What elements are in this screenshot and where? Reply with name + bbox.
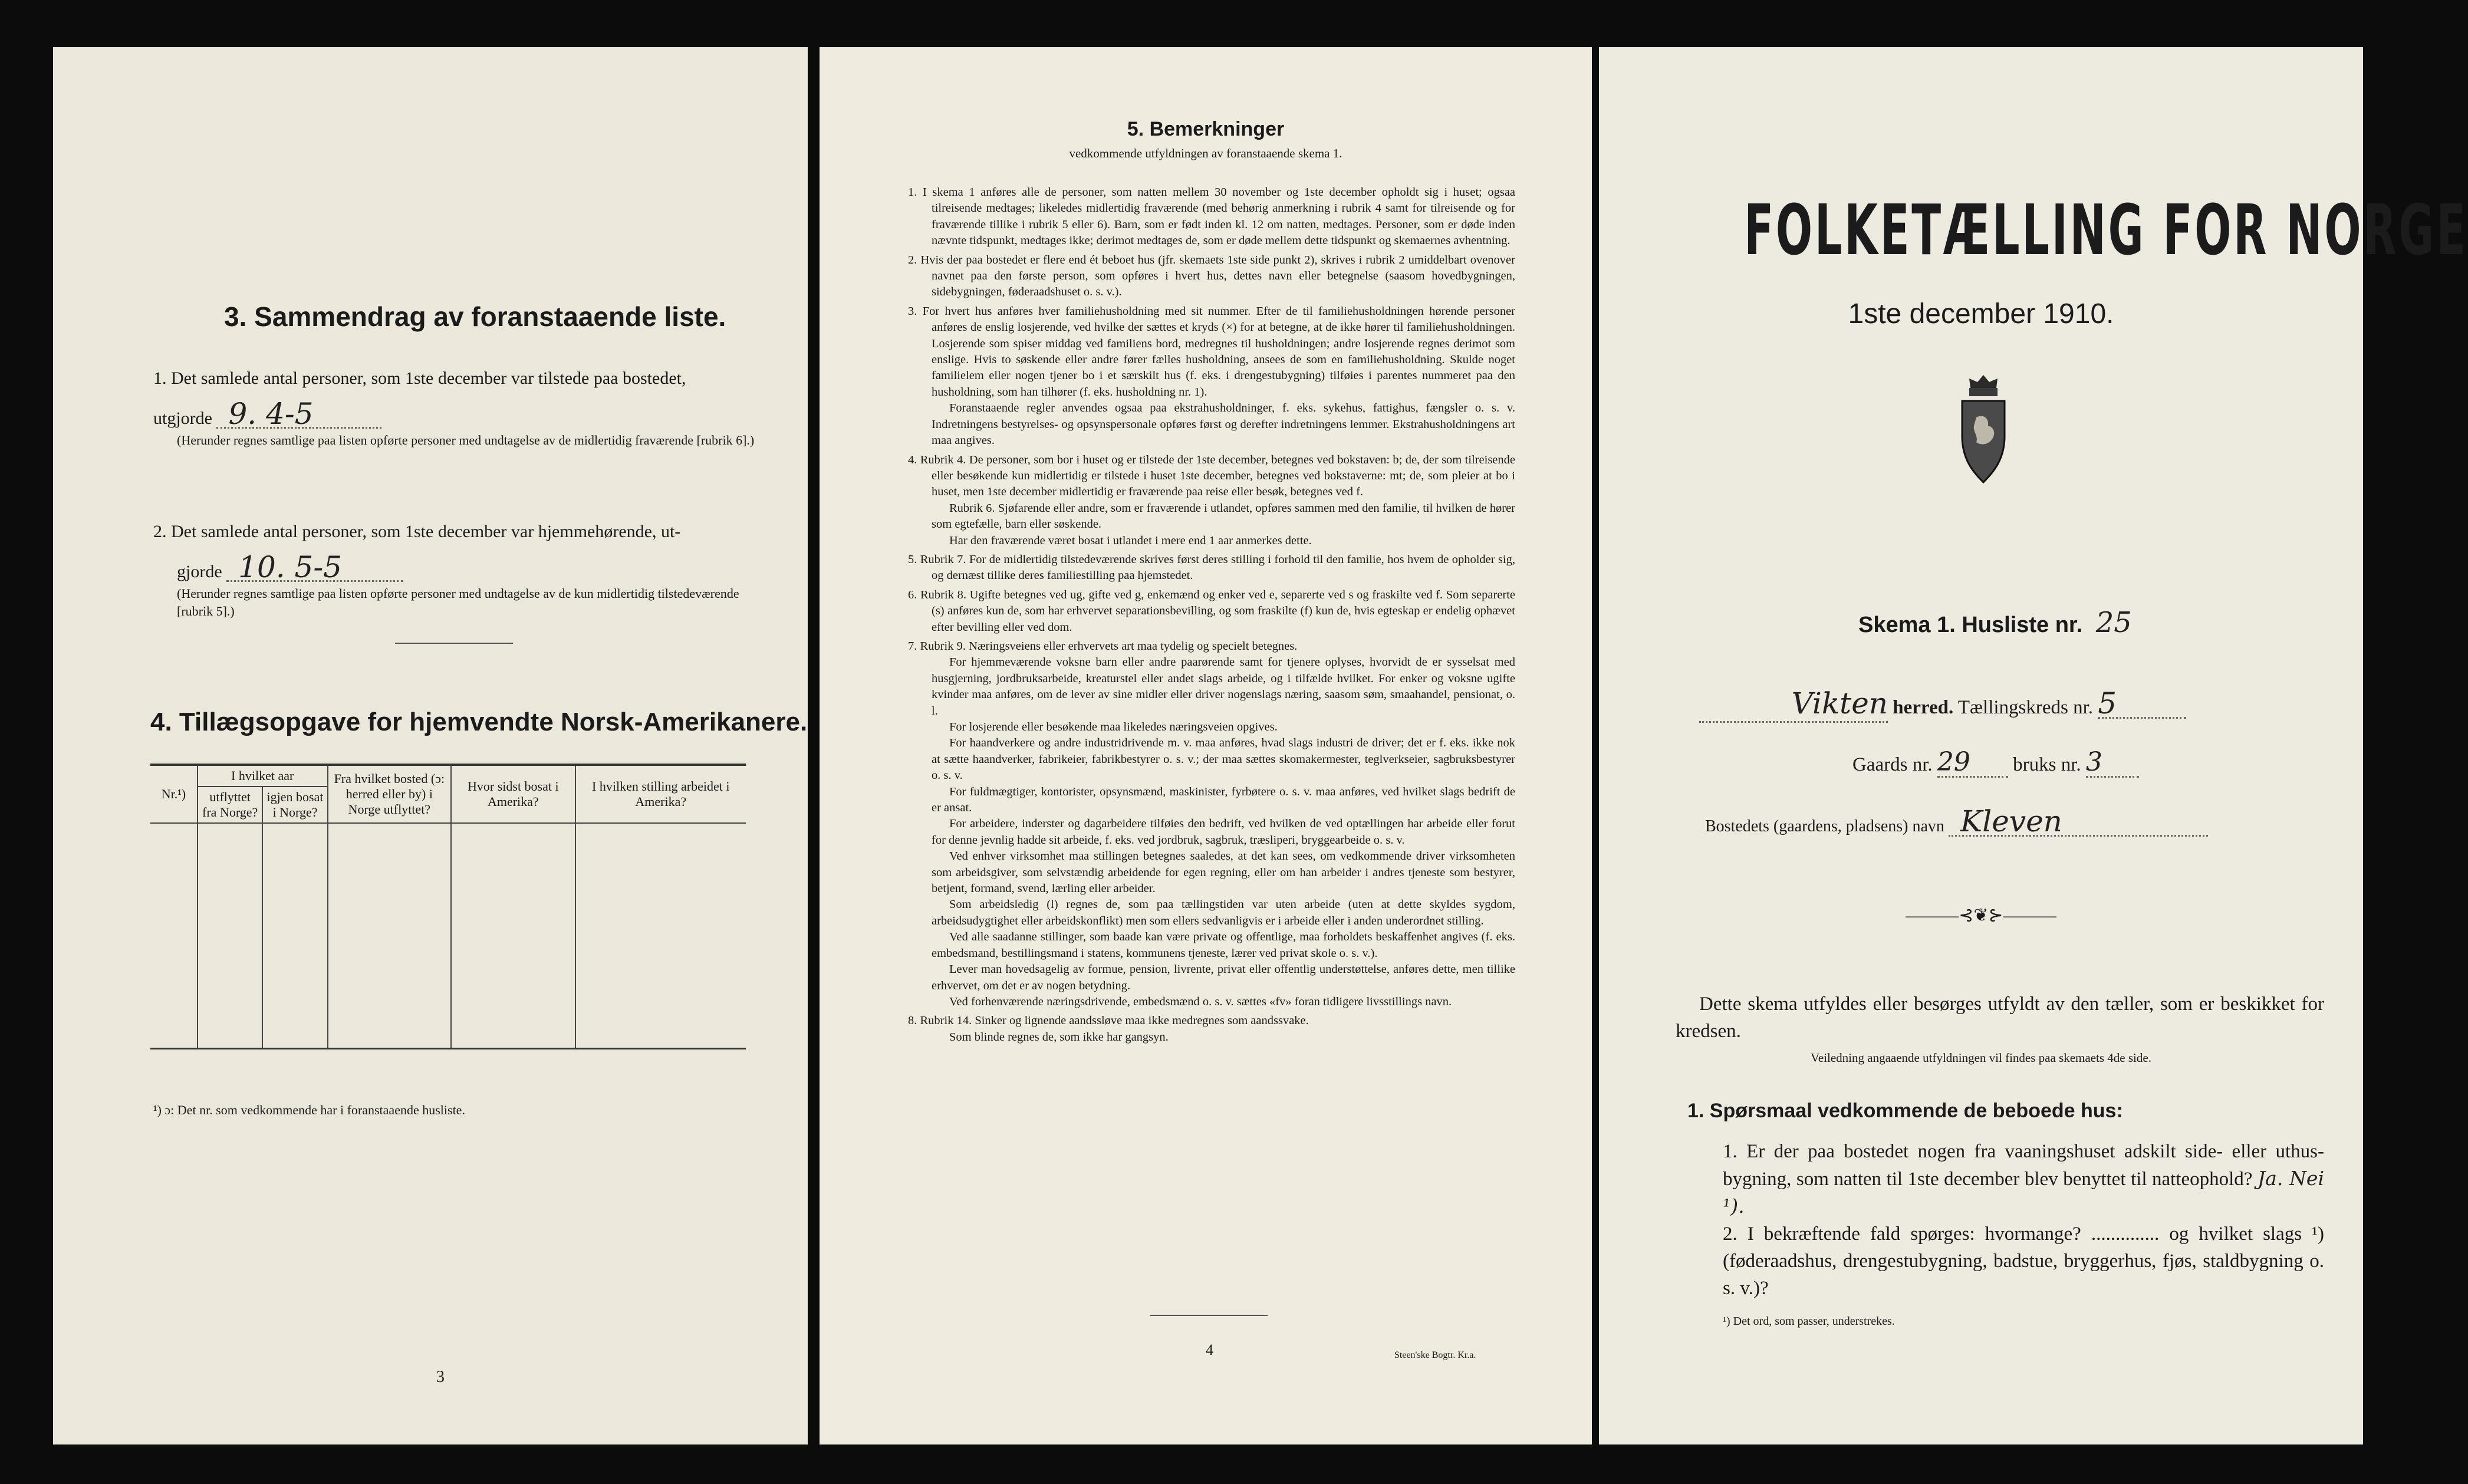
herred-line bbox=[1699, 686, 2318, 723]
divider bbox=[395, 643, 513, 644]
page-number: 4 bbox=[1206, 1341, 1213, 1358]
bemerkning-item: Rubrik 6. Sjøfarende eller andre, som er fraværende i utlandet, opføres sammen med den familie, til hvilken de hører som egtefælle, barn eller søskende. bbox=[932, 501, 1515, 531]
q1-title: 1. Spørsmaal vedkommende de beboede hus: bbox=[1687, 1100, 2123, 1122]
item1-prefix: utgjorde bbox=[153, 409, 212, 428]
bemerkning-item: 1. I skema 1 anføres alle de personer, som natten mellem 30 november og 1ste december opholdt sig i huset; ogsaa tilreisende medtages; likeledes midlertidig fraværende (med behørig anmerkning i rubrik 4 samt for tilreisende og for fraværende tillike i rubrik 5 eller 6). Barn, som er født inden kl. 12 om natten, medtages. Personer, som er døde inden nævnte tidspunkt, medtages ikke; derimot medtages de, som er døde mellem dette tidspunkt og skemaernes avhentning. bbox=[908, 186, 1515, 248]
item2-line: 2. Det samlede antal personer, som 1ste december var hjemmehørende, ut- bbox=[153, 522, 681, 541]
table-row bbox=[150, 868, 746, 913]
bemerkning-item: Som blinde regnes de, som ikke har gangsyn. bbox=[949, 1030, 1169, 1044]
coat-of-arms-icon bbox=[1954, 370, 2013, 488]
gaards-handwritten: 29 bbox=[1937, 749, 2008, 778]
section3-item1 bbox=[153, 366, 772, 449]
bemerkning-item: 8. Rubrik 14. Sinker og lignende aandssløve maa ikke medregnes som aandssvake. bbox=[908, 1014, 1309, 1028]
section3-item2 bbox=[153, 519, 772, 620]
col-group: I hvilket aar bbox=[198, 766, 328, 787]
col-utflyttet: utflyttet fra Norge? bbox=[198, 787, 263, 823]
bemerkning-item: For hjemmeværende voksne barn eller andre paarørende samt for tjenere oplyses, hvorvidt de er sysselsat med husgjerning, jordbruksarbeide, kreaturstel eller andet slags arbeide, og i tilfælde hvilket. For enker og voksne ugifte kvinder maa anføres, om de lever av sine midler eller driver nogenslags næring, saasom søm, smaahandel, pensionat, o. l. bbox=[932, 656, 1515, 718]
col-nr: Nr.¹) bbox=[161, 787, 186, 801]
printer-mark: Steen'ske Bogtr. Kr.a. bbox=[1394, 1350, 1476, 1360]
skema-text: Skema 1. Husliste nr. bbox=[1858, 613, 2083, 637]
col-fra-hvilket: Fra hvilket bosted (ɔ: herred eller by) i Norge utflyttet? bbox=[328, 766, 452, 823]
divider bbox=[1150, 1315, 1268, 1316]
gaards-label: Gaards nr. bbox=[1852, 754, 1933, 775]
q1-item2: 2. I bekræftende fald spørges: hvormange? .............. og hvilket slags ¹) (føderaadshus, drengestubygning, badstue, bryggerhus, fjøs, staldbygning o. s. v.)? bbox=[1723, 1223, 2324, 1299]
title-wrap bbox=[1599, 189, 2468, 271]
bemerkning-item: Ved alle saadanne stillinger, som baade kan være private og offentlige, maa forholdets beskaffenhet angives (f. eks. embedsmand, bestillingsmand i statens, kommunens tjeneste, lærer ved privat skole o. s. v.). bbox=[932, 930, 1515, 960]
bemerkning-item: For haandverkere og andre industridrivende m. v. maa anføres, hvad slags industri de driver; det er f. eks. ikke nok at sætte haandverker, fabrikeier, fabrikbestyrer o. s. v.; der maa sættes skomakermester, teglverkseier, sagbruksbestyrer o. s. v. bbox=[932, 736, 1515, 782]
skema-label bbox=[1858, 606, 2132, 639]
bemerkning-item: Som arbeidsledig (l) regnes de, som paa tællingstiden var uten arbeide (uten at dette skyldes sygdom, arbeidsudygtighet eller arbeidskonflikt) men som ellers sedvanligvis er i arbeide eller i anden underordnet stilling. bbox=[932, 898, 1515, 927]
table-row bbox=[150, 1003, 746, 1048]
bemerkninger-subtitle: vedkommende utfyldningen av foranstaaende skema 1. bbox=[1069, 146, 1342, 160]
item1-note: (Herunder regnes samtlige paa listen opførte personer med undtagelse av de midlertidig fraværende [rubrik 6].) bbox=[177, 433, 755, 447]
bemerkning-item: 2. Hvis der paa bostedet er flere end ét beboet hus (jfr. skemaets 1ste side punkt 2), skrives i rubrik 2 umiddelbart ovenover navnet paa den første person, som opføres i hvert hus, dettes navn eller betegnelse (saasom hovedbygningen, sidebygningen, føderaadshuset o. s. v.). bbox=[908, 253, 1515, 299]
bemerkning-item: Ved forhenværende næringsdrivende, embedsmænd o. s. v. sættes «fv» foran tidligere livsstillings navn. bbox=[949, 995, 1452, 1008]
main-title: FOLKETÆLLING FOR NORGE bbox=[1744, 189, 2468, 271]
table-row bbox=[150, 823, 746, 868]
census-date: 1ste december 1910. bbox=[1848, 298, 2114, 330]
kreds-label: Tællingskreds nr. bbox=[1957, 697, 2094, 718]
middle-page bbox=[820, 47, 1592, 1444]
q1-item1-answer: Ja. Nei ¹). bbox=[1723, 1167, 2325, 1218]
bemerkning-item: Lever man hovedsagelig av formue, pension, livrente, privat eller offentlig understøttelse, anføres dette, men tillike erhvervet, om det er av nogen betydning. bbox=[932, 963, 1515, 992]
item2-prefix: gjorde bbox=[177, 562, 222, 581]
bemerkning-item: 3. For hvert hus anføres hver familiehusholdning med sit nummer. Efter de til familiehusholdningen hørende personer anføres de enslig losjerende, ved hvilke der sættes et kryds (×) for at betegne, at de ikke hører til familiehusholdningen. Losjerende som spiser middag ved familiens bord, medregnes til husholdningen; andre losjerende regnes derimot som enslige. Hvis to søskende eller andre fører fælles husholdning, ansees de som en familiehusholdning. Skulde noget familielem eller nogen tjener bo i et særskilt hus (f. eks. i drengestubygning) tilføies i parentes nummeret paa den husholdning, som han tilhører (f. eks. husholdning nr. 1). bbox=[908, 304, 1515, 399]
bemerkning-item: Ved enhver virksomhet maa stillingen betegnes saaledes, at det kan sees, om vedkommende driver virksomheten som arbeidsgiver, som selvstændig arbeidende for egen regning, eller om han arbeider i andres tjeneste som bestyrer, betjent, formand, svend, lærling eller arbeider. bbox=[932, 850, 1515, 896]
right-page bbox=[1599, 47, 2468, 1444]
bemerkning-item: For arbeidere, inderster og dagarbeidere tilføies den bedrift, ved hvilken de ved optællingen har arbeide eller forut for denne jevnlig hadde sit arbeide, f. eks. ved jordbruk, sagbruk, træsliperi, bryggearbeide o. s. v. bbox=[932, 817, 1515, 847]
instruction-text: Dette skema utfyldes eller besørges utfyldt av den tæller, som er beskikket for kredsen. bbox=[1676, 993, 2324, 1042]
bemerkning-item: 7. Rubrik 9. Næringsveiens eller erhvervets art maa tydelig og specielt betegnes. bbox=[908, 639, 1298, 653]
page-number: 3 bbox=[436, 1368, 445, 1386]
bemerkning-item: Har den fraværende været bosat i utlandet i mere end 1 aar anmerkes dette. bbox=[949, 534, 1312, 547]
tillaeg-table bbox=[150, 764, 746, 1049]
bemerkning-item: 6. Rubrik 8. Ugifte betegnes ved ug, gifte ved g, enkemænd og enker ved e, separerte ved s og fraskilte ved f. Som separerte (s) anføres kun de, som har erhvervet separationsbevilling, og som fraskilte (f) kun de, hvis egteskap er endelig ophævet efter bevilling eller ved dom. bbox=[908, 588, 1515, 634]
right-footnote: ¹) Det ord, som passer, understrekes. bbox=[1723, 1315, 1895, 1328]
q1-item1-text: 1. Er der paa bostedet nogen fra vaaningshuset adskilt side- eller uthus-bygning, som natten til 1ste december blev benyttet til natteophold? bbox=[1723, 1141, 2324, 1190]
table-footnote: ¹) ɔ: Det nr. som vedkommende har i foranstaaende husliste. bbox=[153, 1103, 465, 1117]
table-row bbox=[150, 913, 746, 958]
bosted-line bbox=[1705, 804, 2208, 840]
bemerkning-item: Foranstaaende regler anvendes ogsaa paa ekstrahusholdninger, f. eks. sykehus, fattighus, fængsler o. s. v. Indretningens bestyrelses- og opsynspersonale opføres først og derefter indretningens lemmer. Ekstrahusholdningens art maa angives. bbox=[932, 402, 1515, 447]
bemerkning-item: 4. Rubrik 4. De personer, som bor i huset og er tilstede der 1ste december, betegnes ved bokstaven: b; de, der som tilreisende eller besøkende kun midlertidig er tilstede i huset 1ste december, betegnes ved bokstaverne: mt; de, som pleier at bo i huset, men 1ste december midlertidig er fraværende paa reise eller besøk, betegnes ved f. bbox=[908, 453, 1515, 499]
herred-field bbox=[1699, 686, 1888, 723]
item2-handwritten: 10. 5-5 bbox=[226, 554, 403, 582]
bemerkninger-title: 5. Bemerkninger bbox=[1127, 118, 1285, 140]
section4-title: 4. Tillægsopgave for hjemvendte Norsk-Amerikanere. bbox=[150, 708, 808, 736]
q1-item1 bbox=[1723, 1138, 2324, 1220]
col-stilling: I hvilken stilling arbeidet i Amerika? bbox=[575, 766, 746, 823]
bemerkninger-list bbox=[908, 182, 1515, 1045]
bemerkning-item: For fuldmægtiger, kontorister, opsynsmænd, maskinister, fyrbøtere o. s. v. maa anføres, ved hvilket slags bedrift de er ansat. bbox=[932, 785, 1515, 815]
bemerkning-item: For losjerende eller besøkende maa likeledes næringsveien opgives. bbox=[949, 720, 1278, 733]
husliste-nr-handwritten: 25 bbox=[2095, 606, 2132, 639]
bruks-label: bruks nr. bbox=[2013, 754, 2081, 775]
item1-handwritten: 9. 4-5 bbox=[216, 401, 381, 429]
left-page bbox=[53, 47, 808, 1444]
bemerkning-item: 5. Rubrik 7. For de midlertidig tilstedeværende skrives først deres stilling i forhold til den familie, hos hvem de opholder sig, og dernæst tillike deres familiestilling paa hjemstedet. bbox=[908, 552, 1515, 583]
ornament-divider: ———⊰❦⊱——— bbox=[1906, 906, 2056, 925]
col-igjen: igjen bosat i Norge? bbox=[262, 787, 327, 823]
bosted-label: Bostedets (gaardens, pladsens) navn bbox=[1705, 817, 1944, 835]
bosted-handwritten: Kleven bbox=[1949, 808, 2208, 837]
herred-handwritten: Vikten bbox=[1791, 686, 1888, 720]
item1-line: 1. Det samlede antal personer, som 1ste december var tilstede paa bostedet, bbox=[153, 368, 686, 388]
veiledning-text: Veiledning angaaende utfyldningen vil findes paa skemaets 4de side. bbox=[1811, 1051, 2151, 1065]
section3-title: 3. Sammendrag av foranstaaende liste. bbox=[224, 301, 726, 332]
table-row bbox=[150, 958, 746, 1003]
gaards-line bbox=[1852, 749, 2139, 778]
herred-label: herred. bbox=[1893, 697, 1954, 718]
kreds-handwritten: 5 bbox=[2098, 690, 2186, 719]
bruks-handwritten: 3 bbox=[2086, 749, 2139, 778]
col-hvor-sidst: Hvor sidst bosat i Amerika? bbox=[451, 766, 575, 823]
item2-note: (Herunder regnes samtlige paa listen opførte personer med undtagelse av de kun midlertidig tilstedeværende [rubrik 5].) bbox=[177, 586, 739, 618]
